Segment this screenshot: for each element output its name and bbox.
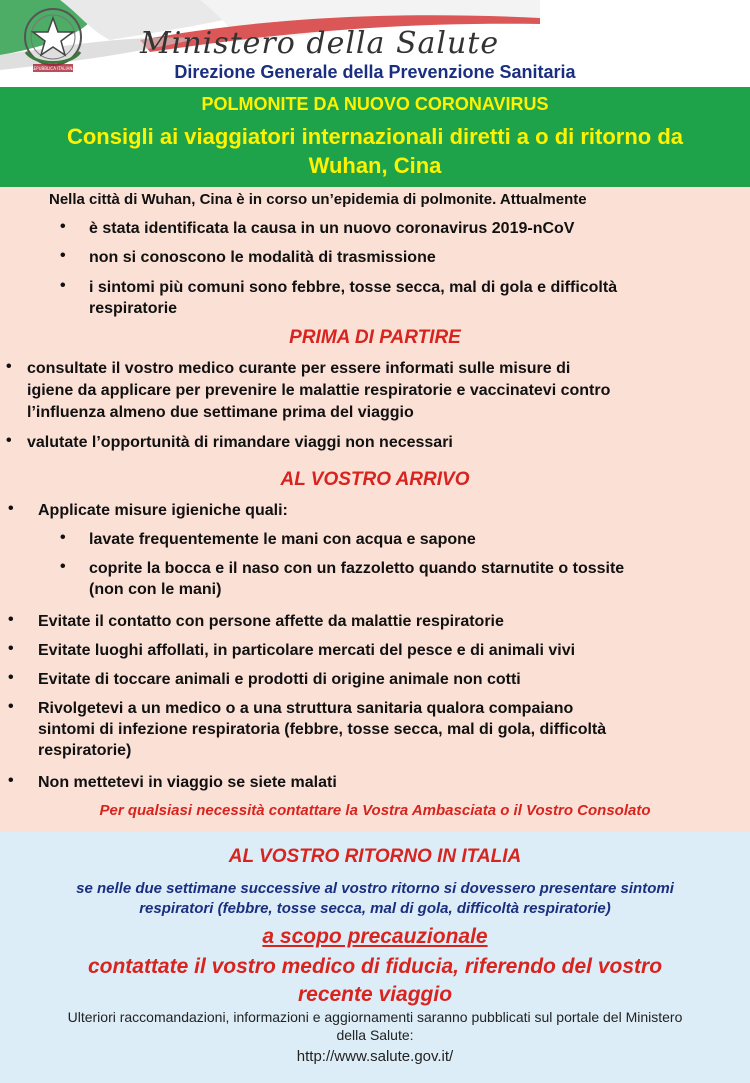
before-bullet-1-line-3: l’influenza almeno due settimane prima del viaggio [27,404,414,421]
bullet: • [60,218,66,235]
bullet: • [60,247,66,264]
intro-bullet-3: i sintomi più comuni sono febbre, tosse secca, mal di gola e difficoltà [89,279,618,296]
heading-before-departure: PRIMA DI PARTIRE [289,327,461,348]
advice-section [0,187,750,832]
bullet: • [8,772,14,789]
bullet: • [60,277,66,294]
arrival-contact: Evitate il contatto con persone affette da malattie respiratorie [38,613,504,630]
bullet: • [8,640,14,657]
before-bullet-1-line-1: consultate il vostro medico curante per essere informati sulle misure di [27,360,571,377]
bullet: • [60,558,66,575]
return-section [0,832,750,1083]
intro-text: Nella città di Wuhan, Cina è in corso un’epidemia di polmonite. Attualmente [49,191,587,208]
more-info-text: Ulteriori raccomandazioni, informazioni e aggiornamenti saranno pubblicati sul portale del Ministero della Salute: [67,1009,683,1043]
heading-return: AL VOSTRO RITORNO IN ITALIA [228,846,522,867]
arrival-sub-2-line-2: (non con le mani) [89,581,222,598]
directorate-title: Direzione Generale della Prevenzione Sanitaria [174,62,576,82]
intro-bullet-3-cont: respiratorie [89,300,178,317]
arrival-hygiene: Applicate misure igieniche quali: [38,502,288,519]
ministry-name: Ministero della Salute [140,26,500,61]
ministry-url-link[interactable]: http://www.salute.gov.it/ [296,1048,454,1065]
title-band [0,87,750,187]
arrival-doctor-line-3: respiratorie) [38,742,132,759]
precaution-text: a scopo precauzionale [262,925,488,948]
intro-bullet-2: non si conoscono le modalità di trasmissione [89,249,436,266]
arrival-travel: Non mettetevi in viaggio se siete malati [38,774,337,791]
bullet: • [8,698,14,715]
arrival-sub-2-line-1: coprite la bocca e il naso con un fazzoletto quando starnutite o tossite [89,560,625,577]
arrival-crowds: Evitate luoghi affollati, in particolare mercati del pesce e di animali vivi [38,642,576,659]
before-bullet-2: valutate l’opportunità di rimandare viaggi non necessari [27,434,453,451]
title-line-1: POLMONITE DA NUOVO CORONAVIRUS [201,94,549,114]
heading-arrival: AL VOSTRO ARRIVO [280,469,470,490]
bullet: • [60,529,66,546]
intro-bullet-1: è stata identificata la causa in un nuovo coronavirus 2019-nCoV [89,220,575,237]
arrival-doctor-line-1: Rivolgetevi a un medico o a una struttura sanitaria qualora compaiano [38,700,574,717]
bullet: • [6,358,12,375]
arrival-sub-1: lavate frequentemente le mani con acqua e sapone [89,531,476,548]
bullet: • [8,500,14,517]
header [0,0,750,87]
bullet: • [8,669,14,686]
arrival-animals: Evitate di toccare animali e prodotti di origine animale non cotti [38,671,521,688]
title-line-3: Wuhan, Cina [308,153,442,178]
bullet: • [8,611,14,628]
svg-text:REPUBBLICA ITALIANA: REPUBBLICA ITALIANA [30,66,76,71]
before-bullet-1-line-2: igiene da applicare per prevenire le malattie respiratorie e vaccinatevi contro [27,382,611,399]
return-subtitle: se nelle due settimane successive al vostro ritorno si dovessero presentare sintomi respiratori (febbre, tosse secca, mal di gola, difficoltà respiratorie) [76,880,674,917]
arrival-doctor-line-2: sintomi di infezione respiratoria (febbre, tosse secca, mal di gola, difficoltà [38,721,607,738]
title-line-2: Consigli ai viaggiatori internazionali diretti a o di ritorno da [66,124,684,149]
call-doctor-text: contattate il vostro medico di fiducia, riferendo del vostro recente viaggio [87,955,663,1006]
embassy-note: Per qualsiasi necessità contattare la Vostra Ambasciata o il Vostro Consolato [99,802,651,819]
bullet: • [6,432,12,449]
